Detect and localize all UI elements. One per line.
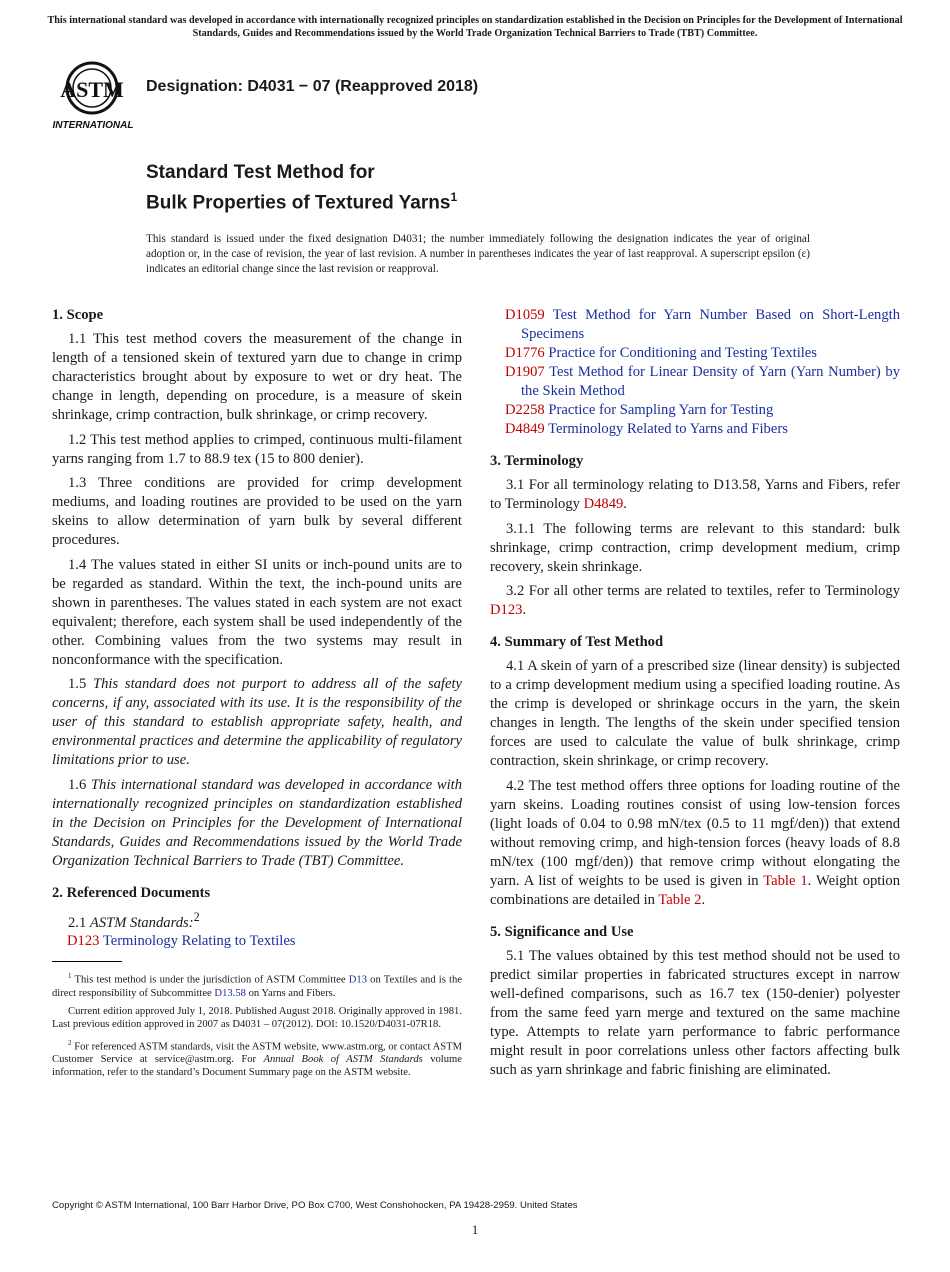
link-d4849[interactable]: D4849 (583, 496, 624, 512)
left-column (52, 306, 462, 1085)
right-column (490, 306, 900, 1085)
paragraph-3-1-1: 3.1.1 The following terms are relevant to this standard: bulk shrinkage, crimp contraction, crimp development medium, crimp recovery, skein shrinkage. (490, 520, 900, 575)
paragraph-1-1: 1.1 This test method covers the measurement of the change in length of a tensioned skein of textured yarn due to change in crimp characteristics brought about by exposure to wet or dry heat. The change in length, depending on procedure, is a measure of skein shrinkage, crimp contraction, bulk shrinkage, or crimp recovery. (52, 331, 462, 423)
astm-standards-label: 2.1 ASTM Standards:$^2$ (68, 909, 200, 931)
link-d123[interactable]: D123 (490, 602, 523, 618)
link-d13[interactable]: D13 (348, 974, 367, 986)
footnote-rule (52, 961, 122, 962)
footnote-1-edition: Current edition approved July 1, 2018. Published August 2018. Originally approved in 1981. Last previous edition approved in 2007 as D4031 – 07(2012). DOI: 10.1520/D4031-07R18. (52, 1006, 462, 1031)
section-1-heading: 1. Scope (52, 307, 104, 323)
issuance-statement: This standard is issued under the fixed designation D4031; the number immediately following the designation indicates the year of original adoption or, in the case of revision, the year of last revision. A number in parentheses indicates the year of last reapproval. A superscript epsilon (ε) indicates an editorial change since the last revision or reapproval. (146, 233, 810, 275)
page-number: 1 (471, 1222, 479, 1237)
title-line-2: Bulk Properties of Textured Yarns$^1$ (146, 190, 458, 214)
paragraph-1-4: 1.4 The values stated in either SI units or inch-pound units are to be regarded as standard. Within the text, the inch-pound units are shown in parentheses. The values stated in each system are not exact equivalent; therefore, each system shall be used independently of the other. Combining values from the two systems may result in nonconformance with the specification. (52, 556, 462, 668)
reference-d2258[interactable]: D2258 Practice for Sampling Yarn for Testing (505, 402, 774, 418)
title-line-1: Standard Test Method for (146, 162, 375, 183)
reference-d1907[interactable]: D1907 Test Method for Linear Density of Yarn (Yarn Number) by the Skein Method (505, 364, 900, 399)
reference-d1059[interactable]: D1059 Test Method for Yarn Number Based on Short-Length Specimens (505, 307, 900, 342)
section-3-heading: 3. Terminology (490, 453, 584, 469)
astm-logo-icon (52, 56, 136, 132)
paragraph-3-1: 3.1 For all terminology relating to D13.58, Yarns and Fibers, refer to Terminology D4849. (490, 477, 900, 512)
paragraph-4-2: 4.2 The test method offers three options for loading routine of the yarn skeins. Loading routines consist of using low-tension forces (light loads of 0.04 to 0.98 mN/tex (0.5 to 11 mgf/den)) that extend without removing crimp, and high-tension forces (heavy loads of 8.8 mN/tex (100 mgf/den)) that remove crimp without elongating the yarn. A list of weights to be used is given in Table 1. Weight option combinations are detailed in Table 2. (490, 777, 900, 908)
paragraph-4-1: 4.1 A skein of yarn of a prescribed size (linear density) is subjected to a crimp development medium using a specified loading routine. As the crimp is developed or shrinkage occurs in the yarn, the skein changes in length. The lengths of the skein under specified tension forces are used to calculate the value of bulk shrinkage, crimp contraction, skein shrinkage, or crimp recovery. (490, 658, 900, 769)
section-4-heading: 4. Summary of Test Method (490, 634, 664, 650)
logo-international-text: INTERNATIONAL (52, 120, 134, 131)
wto-notice: This international standard was developed in accordance with internationally recognized principles on standardization established in the Decision on Principles for the Development of International Standards, Guides and Recommendations issued by the World Trade Organization Technical Barriers to Trade (TBT) Committee. (47, 15, 903, 39)
link-table-2[interactable]: Table 2 (658, 891, 702, 908)
section-2-heading: 2. Referenced Documents (52, 884, 211, 901)
section-5-heading: 5. Significance and Use (490, 923, 634, 940)
paragraph-3-2: 3.2 For all other terms are related to textiles, refer to Terminology D123. (490, 583, 900, 618)
paragraph-1-2: 1.2 This test method applies to crimped, continuous multi-filament yarns ranging from 1.7 to 88.9 tex (15 to 800 denier). (52, 431, 462, 467)
copyright-line: Copyright © ASTM International, 100 Barr Harbor Drive, PO Box C700, West Conshohocken, PA 19428-2959. United States (52, 1200, 578, 1211)
reference-d1776[interactable]: D1776 Practice for Conditioning and Testing Textiles (505, 345, 817, 361)
title-footnote-marker[interactable]: 1 (450, 190, 458, 204)
paragraph-1-5: 1.5 This standard does not purport to address all of the safety concerns, if any, associated with its use. It is the responsibility of the user of this standard to establish appropriate safety, health, and environmental practices and determine the applicability of regulatory limitations prior to use. (52, 676, 462, 768)
footnote-2: $^2$ For referenced ASTM standards, visit the ASTM website, www.astm.org, or contact ASTM Customer Service at service@astm.org. For Annual Book of ASTM Standards volume information, refer to the standard’s Document Summary page on the ASTM website. (52, 1038, 463, 1079)
link-d13-58[interactable]: D13.58 (214, 987, 246, 999)
reference-d123[interactable]: D123 Terminology Relating to Textiles (67, 933, 296, 950)
paragraph-5-1: 5.1 The values obtained by this test method should not be used to predict similar properties in fabricated structures except in narrow well-defined comparisons, such as 16.7 tex (150-denier) polyester from the same feed yarn merge and textured on the same machine type. Attempts to relate yarn performance to fabric performance might result in poor correlations unless other factors affecting bulk such as yarn shrinkage and fabric finishing are eliminated. (490, 947, 900, 1078)
designation: Designation: D4031 − 07 (Reapproved 2018) (146, 78, 479, 95)
logo-mark-text: ASTM (60, 77, 124, 102)
document-title (146, 161, 457, 215)
paragraph-1-6: 1.6 This international standard was developed in accordance with internationally recognized principles on standardization established in the Decision on Principles for the Development of International Standards, Guides and Recommendations issued by the World Trade Organization Technical Barriers to Trade (TBT) Committee. (52, 776, 463, 869)
reference-d4849[interactable]: D4849 Terminology Related to Yarns and Fibers (505, 421, 788, 437)
paragraph-1-3: 1.3 Three conditions are provided for crimp development mediums, and loading routines are provided to be used on the yarn skeins to allow determination of yarn bulk by several different procedures. (52, 475, 462, 548)
link-table-1[interactable]: Table 1 (763, 872, 808, 889)
footnote-1: $^1$ This test method is under the jurisdiction of ASTM Committee D13 on Textiles and is the direct responsibility of Subcommittee D13.58 on Yarns and Fibers. (52, 972, 462, 999)
